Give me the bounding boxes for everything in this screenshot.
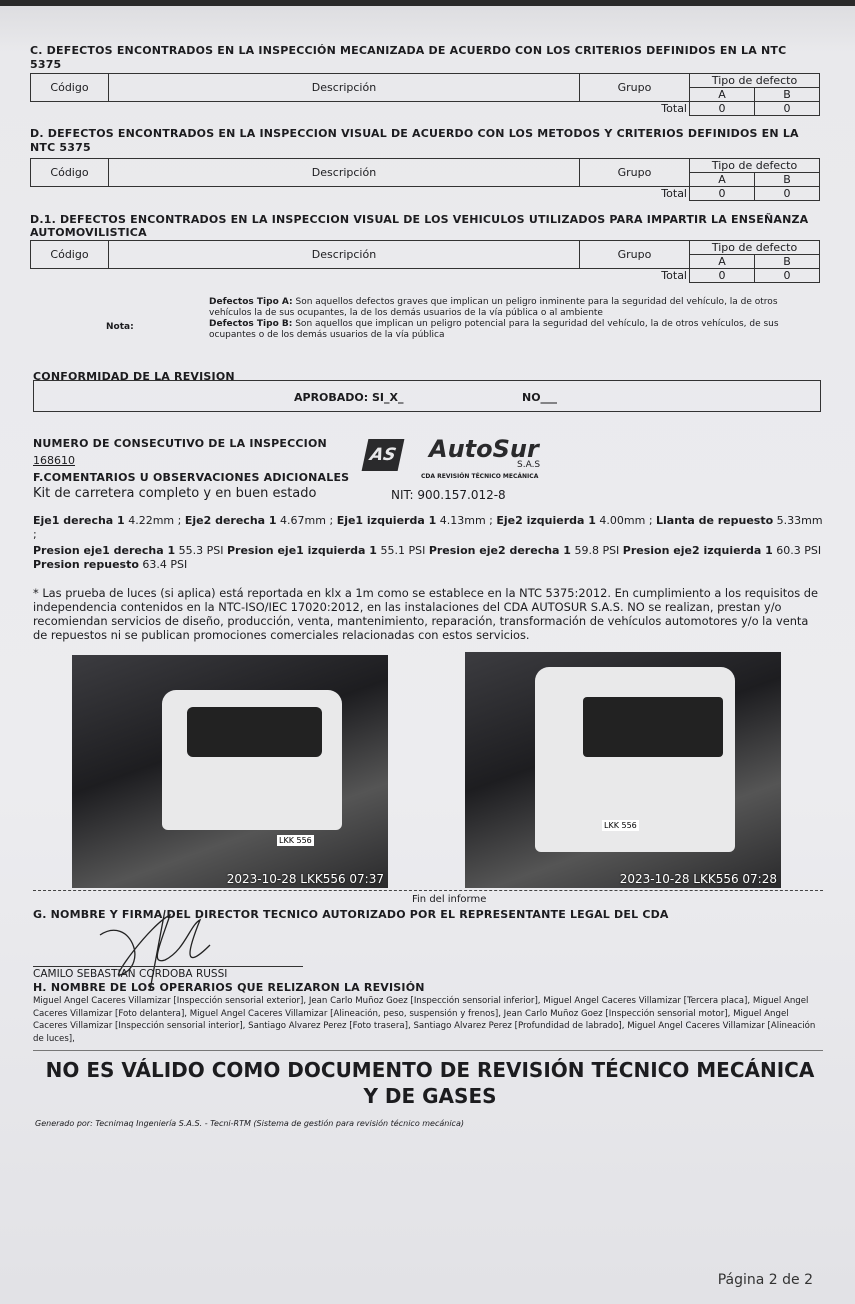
labrado-value: 4.00mm ; xyxy=(595,514,657,527)
presion-value: 55.1 PSI xyxy=(376,544,429,557)
disclaimer: * Las prueba de luces (si aplica) está reportada en klx a 1m como se establece en la NTC 5375:2012. En cumplimiento a los requisitos de independencia contenidos en la NTC-ISO/IEC 17020:2012, en las instalaciones del CDA AUTOSUR S.A.S. NO se realizan, prestan y/o recomiendan servicios de diseño, producción, venta, mantenimiento, reparación, transformación de vehículos automotores y/o la venta de repuestos ni se publican promociones comerciales relacionadas con estos servicios. xyxy=(33,586,819,642)
labrado-value: 4.22mm ; xyxy=(124,514,185,527)
presion-label: Presion repuesto xyxy=(33,558,139,571)
total-label: Total xyxy=(580,102,690,116)
tipo-b-text: Son aquellos que implican un peligro potencial para la seguridad del vehículo, la de otros vehículos, de sus ocupantes o de los demás usuarios de la vía pública xyxy=(209,319,779,340)
col-descripcion: Descripción xyxy=(109,241,580,269)
col-descripcion: Descripción xyxy=(109,74,580,102)
total-a: 0 xyxy=(690,102,755,116)
autosur-logo xyxy=(355,435,555,507)
plate: LKK 556 xyxy=(279,836,312,845)
signature-line xyxy=(33,966,303,967)
col-b: B xyxy=(755,255,820,269)
section-d1-title: D.1. DEFECTOS ENCONTRADOS EN LA INSPECCION VISUAL DE LOS VEHICULOS UTILIZADOS PARA IMPARTIR LA ENSEÑANZA AUTOMOVILISTICA xyxy=(30,213,809,239)
col-codigo: Código xyxy=(31,159,109,187)
operarios-title: H. NOMBRE DE LOS OPERARIOS QUE RELIZARON LA REVISIÓN xyxy=(33,981,425,994)
total-label: Total xyxy=(580,269,690,283)
col-tipo: Tipo de defecto xyxy=(690,241,820,255)
labrado-label: Eje2 derecha 1 xyxy=(184,514,277,527)
fin-informe: Fin del informe xyxy=(412,894,487,905)
labrado-label: Eje1 izquierda 1 xyxy=(336,514,437,527)
section-c-title: C. DEFECTOS ENCONTRADOS EN LA INSPECCIÓN MECANIZADA DE ACUERDO CON LOS CRITERIOS DEFINIDOS EN LA NTC 5375 xyxy=(30,44,787,71)
section-d-table xyxy=(30,158,820,201)
aprobado-si: APROBADO: SI_X_ xyxy=(294,391,404,404)
total-b: 0 xyxy=(755,102,820,116)
nota-text xyxy=(209,297,809,341)
director-title: G. NOMBRE Y FIRMA DEL DIRECTOR TECNICO AUTORIZADO POR EL REPRESENTANTE LEGAL DEL CDA xyxy=(33,908,669,921)
col-a: A xyxy=(690,173,755,187)
col-b: B xyxy=(755,173,820,187)
divider xyxy=(33,890,823,891)
col-codigo: Código xyxy=(31,241,109,269)
total-a: 0 xyxy=(690,187,755,201)
col-tipo: Tipo de defecto xyxy=(690,159,820,173)
photo-timestamp: 2023-10-28 LKK556 07:37 xyxy=(226,872,384,886)
presion-label: Presion eje1 derecha 1 xyxy=(33,544,176,557)
col-grupo: Grupo xyxy=(580,241,690,269)
page-number: Página 2 de 2 xyxy=(717,1272,813,1288)
labrado-line xyxy=(33,514,823,542)
col-b: B xyxy=(755,88,820,102)
col-grupo: Grupo xyxy=(580,74,690,102)
col-a: A xyxy=(690,88,755,102)
section-d1-table xyxy=(30,240,820,283)
consecutivo-value: 168610 xyxy=(33,454,75,467)
as-logo-icon: AS xyxy=(362,439,405,471)
presion-line xyxy=(33,544,823,572)
rear-window xyxy=(583,697,723,757)
conformidad-title: CONFORMIDAD DE LA REVISION xyxy=(33,370,235,383)
divider xyxy=(33,1050,823,1051)
labrado-value: 4.13mm ; xyxy=(436,514,497,527)
presion-value: 55.3 PSI xyxy=(175,544,227,557)
total-a: 0 xyxy=(690,269,755,283)
logo-sub: CDA REVISIÓN TÉCNICO MECÁNICA xyxy=(421,473,539,480)
tipo-b-label: Defectos Tipo B: xyxy=(209,319,293,329)
generado-por: Generado por: Tecnimaq Ingeniería S.A.S. - Tecni-RTM (Sistema de gestión para revisión técnico mecánica) xyxy=(35,1119,464,1128)
col-descripcion: Descripción xyxy=(109,159,580,187)
labrado-label: Eje2 izquierda 1 xyxy=(496,514,596,527)
logo-name: AutoSur xyxy=(429,435,539,463)
col-tipo: Tipo de defecto xyxy=(690,74,820,88)
operarios-list: Miguel Angel Caceres Villamizar [Inspección sensorial exterior], Jean Carlo Muñoz Goez [Inspección sensorial inferior], Miguel Angel Caceres Villamizar [Tercera placa], Miguel Angel Caceres Villamizar [Foto delantera], Miguel Angel Caceres Villamizar [Alineación, peso, suspensión y frenos], Jean Carlo Muñoz Goez [Inspección sensorial motor], Miguel Angel Caceres Villamizar [Inspección sensorial interior], Santiago Alvarez Perez [Foto trasera], Santiago Alvarez Perez [Profundidad de labrado], Miguel Angel Caceres Villamizar [Alineación de luces], xyxy=(33,996,816,1044)
windshield xyxy=(187,707,322,757)
col-codigo: Código xyxy=(31,74,109,102)
labrado-value: 5.33mm ; xyxy=(33,514,823,541)
director-name: CAMILO SEBASTIAN CORDOBA RUSSI xyxy=(33,968,228,980)
labrado-value: 4.67mm ; xyxy=(276,514,337,527)
aprobado-no: NO___ xyxy=(522,391,558,404)
presion-value: 59.8 PSI xyxy=(570,544,623,557)
presion-label: Presion eje1 izquierda 1 xyxy=(226,544,377,557)
consecutivo-label: NUMERO DE CONSECUTIVO DE LA INSPECCION xyxy=(33,437,327,450)
photo-timestamp: 2023-10-28 LKK556 07:28 xyxy=(619,872,777,886)
section-d-title: D. DEFECTOS ENCONTRADOS EN LA INSPECCION VISUAL DE ACUERDO CON LOS METODOS Y CRITERIOS DEFINIDOS EN LA NTC 5375 xyxy=(30,127,799,154)
photo-edge xyxy=(0,0,855,6)
presion-value: 60.3 PSI xyxy=(772,544,822,557)
plate: LKK 556 xyxy=(604,821,637,830)
col-a: A xyxy=(690,255,755,269)
total-b: 0 xyxy=(755,187,820,201)
section-c-table xyxy=(30,73,820,116)
total-b: 0 xyxy=(755,269,820,283)
labrado-label: Eje1 derecha 1 xyxy=(33,514,125,527)
logo-suffix: S.A.S xyxy=(517,460,541,470)
conformidad-box xyxy=(33,380,821,412)
presion-value: 63.4 PSI xyxy=(138,558,188,571)
rear-photo xyxy=(465,652,781,888)
nota-label: Nota: xyxy=(106,322,134,332)
logo-nit: NIT: 900.157.012-8 xyxy=(391,488,506,502)
comentarios-title: F.COMENTARIOS U OBSERVACIONES ADICIONALES xyxy=(33,471,350,484)
total-label: Total xyxy=(580,187,690,201)
tipo-a-label: Defectos Tipo A: xyxy=(209,297,293,307)
presion-label: Presion eje2 derecha 1 xyxy=(428,544,571,557)
col-grupo: Grupo xyxy=(580,159,690,187)
tipo-a-text: Son aquellos defectos graves que implican un peligro inminente para la seguridad del vehículo, la de otros vehículos la de sus ocupantes, la de los demás usuarios de la vía pública o al ambiente xyxy=(209,297,778,318)
presion-label: Presion eje2 izquierda 1 xyxy=(622,544,773,557)
comentarios-text: Kit de carretera completo y en buen estado xyxy=(33,486,317,501)
front-photo xyxy=(72,655,388,888)
labrado-label: Llanta de repuesto xyxy=(656,514,774,527)
invalid-warning: NO ES VÁLIDO COMO DOCUMENTO DE REVISIÓN TÉCNICO MECÁNICA Y DE GASES xyxy=(45,1058,815,1108)
